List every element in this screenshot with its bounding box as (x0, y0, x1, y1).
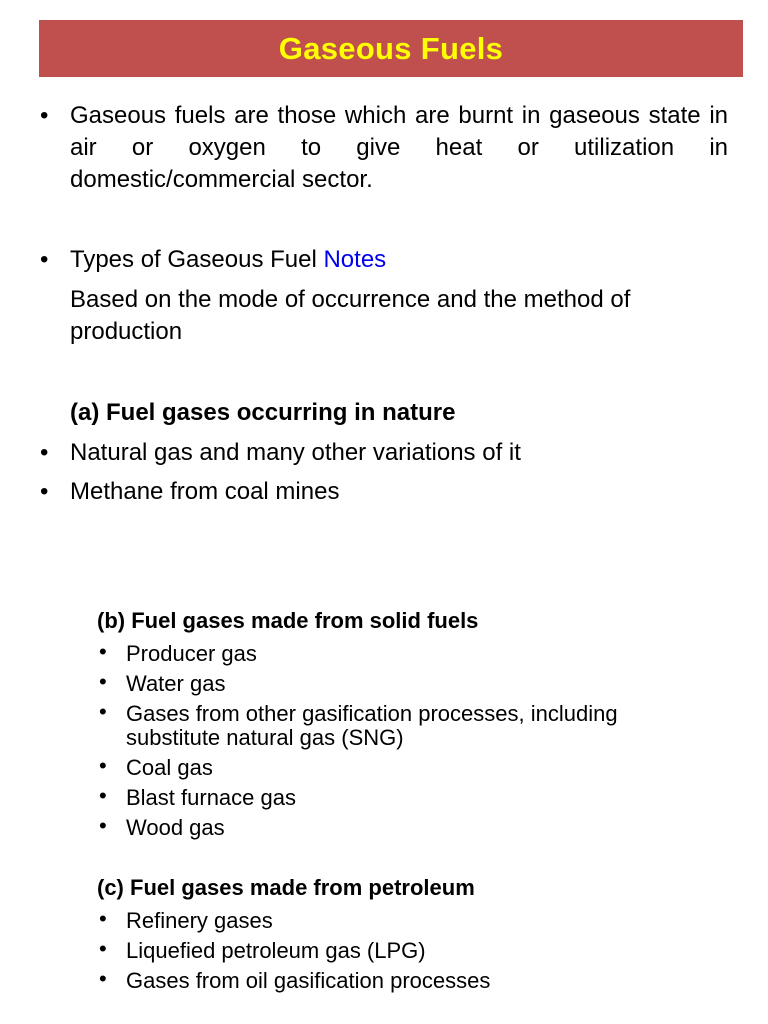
notes-link[interactable]: Notes (323, 246, 387, 273)
types-basis-text: Based on the mode of occurrence and the method of production (70, 286, 631, 345)
section-a-item-text: Methane from coal mines (70, 478, 340, 505)
section-b (97, 606, 697, 840)
list-item: • Wood gas (97, 816, 697, 840)
list-item: • Water gas (97, 672, 697, 696)
section-c (97, 873, 697, 993)
list-item: • Gases from oil gasification processes (97, 969, 697, 993)
list-item: • Refinery gases (97, 909, 697, 933)
list-item: • Coal gas (97, 756, 697, 780)
list-item: • Gases from other gasification processes, including substitute natural gas (SNG) (97, 702, 697, 750)
title-bar (39, 20, 743, 77)
list-item: • Producer gas (97, 642, 697, 666)
types-label: Types of Gaseous Fuel (70, 246, 317, 273)
section-a-heading: (a) Fuel gases occurring in nature (70, 399, 456, 426)
types-text (70, 244, 386, 276)
bullet-icon: • (40, 102, 49, 129)
types-basis (70, 284, 730, 348)
bullet-icon: • (40, 246, 49, 273)
section-b-heading: (b) Fuel gases made from solid fuels (97, 608, 479, 633)
section-c-list (97, 909, 697, 993)
bullet-icon: • (40, 439, 49, 466)
intro-text: Gaseous fuels are those which are burnt in gaseous state in air or oxygen to give heat or utilization in domestic/commercial sector. (70, 102, 728, 193)
section-a-item-text: Natural gas and many other variations of it (70, 439, 521, 466)
section-b-list (97, 642, 697, 840)
slide-title: Gaseous Fuels (278, 30, 504, 66)
list-item: • Liquefied petroleum gas (LPG) (97, 939, 697, 963)
list-item: • Blast furnace gas (97, 786, 697, 810)
bullet-icon: • (40, 478, 49, 505)
section-c-heading: (c) Fuel gases made from petroleum (97, 875, 475, 900)
